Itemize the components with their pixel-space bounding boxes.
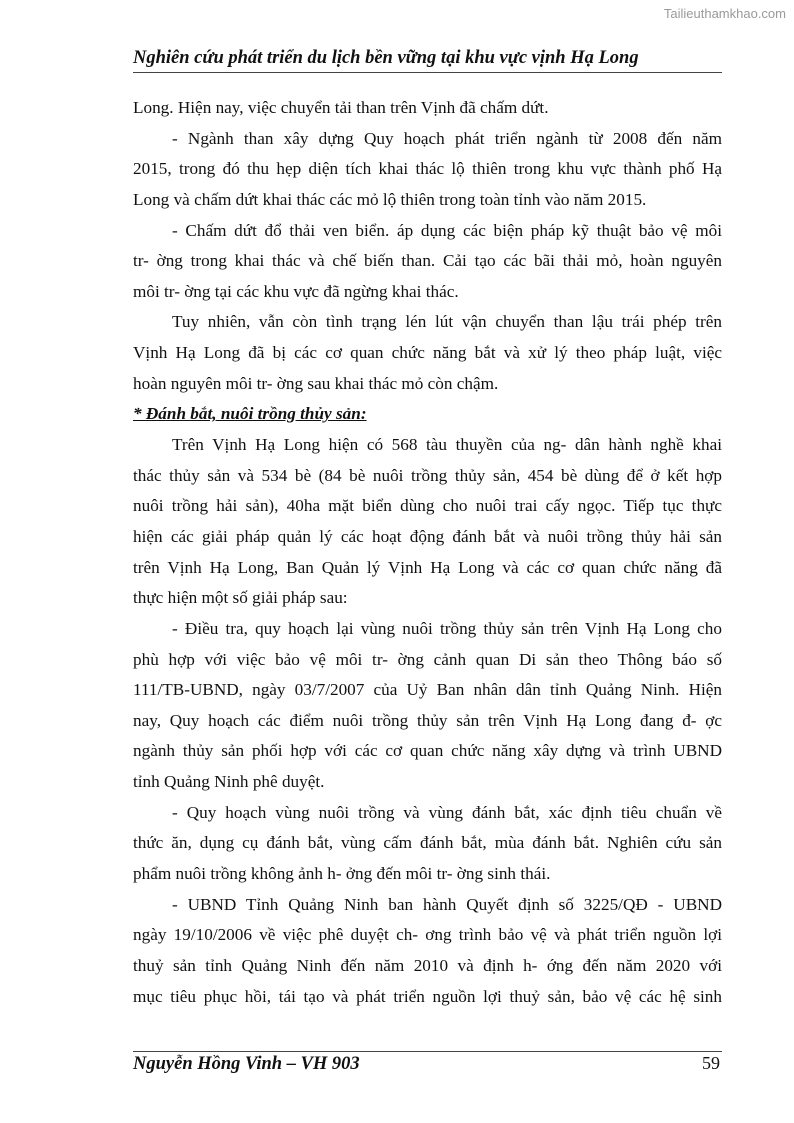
text-line: Long và chấm dứt khai thác các mỏ lộ thiên trong toàn tỉnh vào năm 2015. bbox=[133, 189, 647, 209]
text-line: tỉnh Quảng Ninh phê duyệt. bbox=[133, 772, 325, 792]
text-line: ngày 19/10/2006 về việc phê duyệt ch- ơng trình bảo vệ và phát triển nguồn lợi bbox=[133, 925, 722, 945]
text-line: Vịnh Hạ Long đã bị các cơ quan chức năng bắt và xử lý theo pháp luật, việc bbox=[133, 343, 722, 363]
watermark: Tailieuthamkhao.com bbox=[663, 6, 786, 21]
text-line: Long. Hiện nay, việc chuyển tải than trên Vịnh đã chấm dứt. bbox=[133, 98, 549, 117]
text-line: nuôi trồng hải sản), 40ha mặt biển dùng cho nuôi trai cấy ngọc. Tiếp tục thực bbox=[133, 496, 722, 516]
header-divider bbox=[133, 72, 722, 73]
text-line: Trên Vịnh Hạ Long hiện có 568 tàu thuyền của ng- dân hành nghề khai bbox=[172, 435, 722, 455]
text-line: hoàn nguyên môi tr- ờng sau khai thác mỏ còn chậm. bbox=[133, 373, 499, 393]
text-line: 2015, trong đó thu hẹp diện tích khai thác lộ thiên trong khu vực thành phố Hạ bbox=[133, 159, 722, 179]
text-line: - UBND Tỉnh Quảng Ninh ban hành Quyết định số 3225/QĐ - UBND bbox=[172, 894, 722, 914]
text-line: thuỷ sản tỉnh Quảng Ninh đến năm 2010 và định h- ớng đến năm 2020 với bbox=[133, 955, 722, 975]
text-line: nay, Quy hoạch các điểm nuôi trồng thủy sản trên Vịnh Hạ Long đang đ- ợc bbox=[133, 710, 722, 730]
text-line: thác thủy sản và 534 bè (84 bè nuôi trồng thủy sản, 454 bè dùng để ở kết hợp bbox=[133, 465, 722, 485]
text-line: - Chấm dứt đổ thải ven biển. áp dụng các biện pháp kỹ thuật bảo vệ môi bbox=[172, 220, 722, 240]
text-line: 111/TB-UBND, ngày 03/7/2007 của Uỷ Ban nhân dân tỉnh Quảng Ninh. Hiện bbox=[133, 680, 722, 700]
text-line: thực hiện một số giải pháp sau: bbox=[133, 588, 348, 608]
text-line: trên Vịnh Hạ Long, Ban Quản lý Vịnh Hạ Long và các cơ quan chức năng đã bbox=[133, 557, 722, 577]
text-line: Tuy nhiên, vẫn còn tình trạng lén lút vận chuyển than lậu trái phép trên bbox=[172, 312, 722, 332]
text-line: mục tiêu phục hồi, tái tạo và phát triển nguồn lợi thuỷ sản, bảo vệ các hệ sinh bbox=[133, 986, 722, 1006]
text-line: - Ngành than xây dựng Quy hoạch phát triển ngành từ 2008 đến năm bbox=[172, 128, 722, 148]
text-line: môi tr- ờng tại các khu vực đã ngừng khai thác. bbox=[133, 281, 459, 301]
text-line: hiện các giải pháp quản lý các hoạt động đánh bắt và nuôi trồng thủy hải sản bbox=[133, 526, 722, 546]
text-line: ngành thủy sản phối hợp với các cơ quan chức năng xây dựng và trình UBND bbox=[133, 741, 722, 761]
section-heading: * Đánh bắt, nuôi trồng thủy sản: bbox=[133, 404, 367, 424]
footer-divider bbox=[133, 1051, 722, 1052]
page-number: 59 bbox=[702, 1053, 720, 1073]
text-line: thức ăn, dụng cụ đánh bắt, vùng cấm đánh bắt, mùa đánh bắt. Nghiên cứu sản bbox=[133, 833, 722, 853]
text-line: - Điều tra, quy hoạch lại vùng nuôi trồng thủy sản trên Vịnh Hạ Long cho bbox=[172, 618, 722, 638]
text-line: phẩm nuôi trồng không ảnh h- ởng đến môi tr- ờng sinh thái. bbox=[133, 864, 551, 884]
footer-author: Nguyễn Hồng Vinh – VH 903 bbox=[133, 1054, 360, 1074]
running-header-title: Nghiên cứu phát triển du lịch bền vững tại khu vực vịnh Hạ Long bbox=[133, 48, 639, 68]
text-line: - Quy hoạch vùng nuôi trồng và vùng đánh bắt, xác định tiêu chuẩn về bbox=[172, 802, 722, 822]
text-line: tr- ờng trong khai thác và chế biến than. Cải tạo các bãi thải mỏ, hoàn nguyên bbox=[133, 251, 722, 271]
text-line: phù hợp với việc bảo vệ môi tr- ờng cảnh quan Di sản theo Thông báo số bbox=[133, 649, 722, 669]
document-body bbox=[133, 93, 722, 1012]
